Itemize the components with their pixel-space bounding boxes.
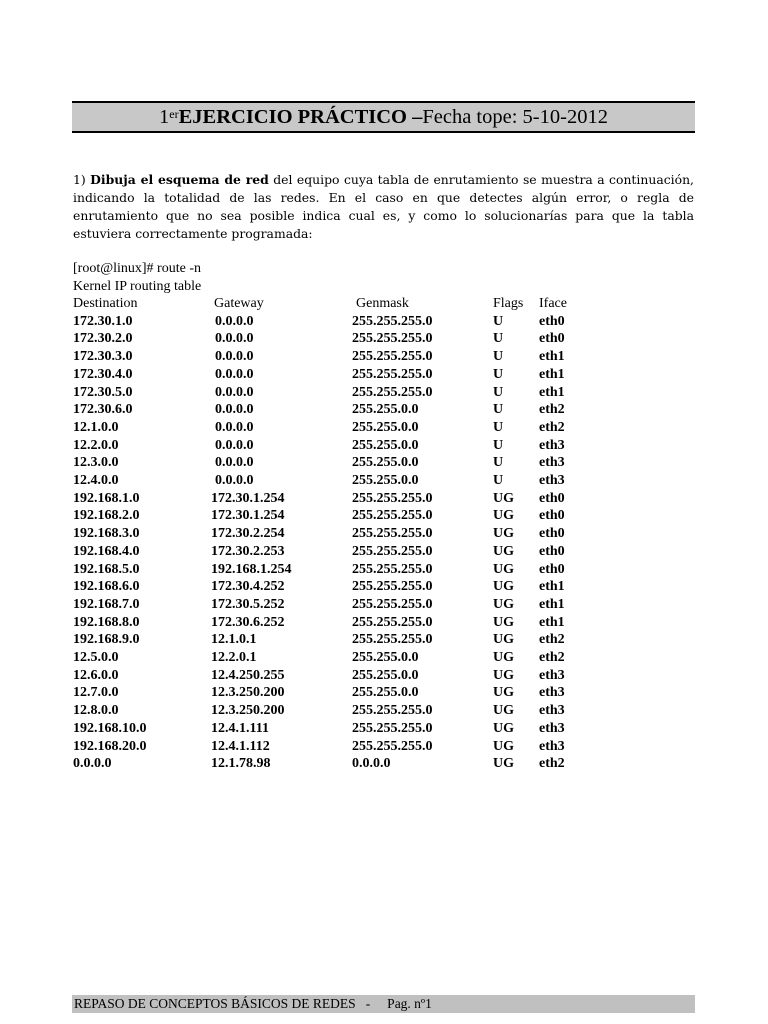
cell-flags: UG	[493, 720, 514, 736]
table-row	[73, 561, 589, 579]
table-row	[73, 472, 589, 490]
cell-gateway: 172.30.2.253	[211, 543, 285, 559]
cell-destination: 12.8.0.0	[73, 703, 119, 719]
cell-gateway: 0.0.0.0	[215, 419, 254, 435]
table-row	[73, 578, 589, 596]
cell-genmask: 255.255.255.0	[352, 349, 433, 365]
cell-iface: eth0	[539, 526, 565, 542]
cell-genmask: 255.255.0.0	[352, 419, 419, 435]
cell-gateway: 0.0.0.0	[215, 437, 254, 453]
cell-iface: eth3	[539, 738, 565, 754]
table-row	[73, 667, 589, 685]
cell-destination: 12.2.0.0	[73, 437, 119, 453]
cell-gateway: 0.0.0.0	[215, 473, 254, 489]
cell-genmask: 255.255.0.0	[352, 402, 419, 418]
cell-destination: 192.168.20.0	[73, 738, 147, 754]
terminal-command: [root@linux]# route -n	[73, 261, 201, 276]
table-row	[73, 454, 589, 472]
table-row	[73, 702, 589, 720]
cell-flags: UG	[493, 490, 514, 506]
cell-flags: UG	[493, 738, 514, 754]
cell-destination: 12.3.0.0	[73, 455, 119, 471]
cell-gateway: 12.2.0.1	[211, 650, 257, 666]
cell-destination: 12.1.0.0	[73, 419, 119, 435]
cell-genmask: 255.255.0.0	[352, 437, 419, 453]
cell-destination: 192.168.3.0	[73, 526, 140, 542]
cell-gateway: 172.30.4.252	[211, 579, 285, 595]
cell-genmask: 255.255.255.0	[352, 738, 433, 754]
table-row	[73, 684, 589, 702]
cell-flags: UG	[493, 561, 514, 577]
cell-iface: eth3	[539, 455, 565, 471]
cell-iface: eth2	[539, 650, 565, 666]
cell-genmask: 255.255.255.0	[352, 579, 433, 595]
table-row	[73, 490, 589, 508]
cell-genmask: 255.255.255.0	[352, 508, 433, 524]
cell-genmask: 255.255.255.0	[352, 526, 433, 542]
page-title	[72, 101, 695, 133]
cell-genmask: 255.255.0.0	[352, 667, 419, 683]
cell-gateway: 12.3.250.200	[211, 703, 285, 719]
table-row	[73, 384, 589, 402]
cell-genmask: 255.255.255.0	[352, 384, 433, 400]
cell-iface: eth0	[539, 331, 565, 347]
cell-iface: eth0	[539, 561, 565, 577]
cell-genmask: 255.255.255.0	[352, 561, 433, 577]
cell-iface: eth0	[539, 508, 565, 524]
cell-iface: eth2	[539, 419, 565, 435]
cell-destination: 192.168.8.0	[73, 614, 140, 630]
table-row	[73, 330, 589, 348]
table-row	[73, 720, 589, 738]
cell-gateway: 0.0.0.0	[215, 455, 254, 471]
cell-gateway: 0.0.0.0	[215, 331, 254, 347]
table-row	[73, 631, 589, 649]
cell-iface: eth2	[539, 756, 565, 772]
cell-gateway: 192.168.1.254	[211, 561, 292, 577]
cell-gateway: 0.0.0.0	[215, 349, 254, 365]
table-row	[73, 507, 589, 525]
cell-iface: eth2	[539, 632, 565, 648]
table-row	[73, 614, 589, 632]
cell-destination: 12.5.0.0	[73, 650, 119, 666]
cell-genmask: 255.255.255.0	[352, 313, 433, 329]
cell-flags: U	[493, 455, 504, 471]
cell-genmask: 255.255.255.0	[352, 703, 433, 719]
cell-destination: 192.168.10.0	[73, 720, 147, 736]
cell-flags: UG	[493, 508, 514, 524]
cell-flags: UG	[493, 703, 514, 719]
header-iface: Iface	[539, 296, 567, 311]
cell-gateway: 172.30.5.252	[211, 596, 285, 612]
title-number: 1	[159, 105, 170, 128]
cell-iface: eth3	[539, 685, 565, 701]
table-row	[73, 755, 589, 773]
cell-flags: U	[493, 366, 504, 382]
table-row	[73, 596, 589, 614]
title-superscript: er	[169, 106, 179, 121]
cell-flags: UG	[493, 614, 514, 630]
cell-genmask: 255.255.0.0	[352, 685, 419, 701]
cell-flags: U	[493, 384, 504, 400]
cell-genmask: 255.255.255.0	[352, 366, 433, 382]
title-date: Fecha tope: 5-10-2012	[422, 105, 608, 128]
cell-gateway: 172.30.2.254	[211, 526, 285, 542]
title-main: EJERCICIO PRÁCTICO –	[178, 105, 423, 128]
table-row	[73, 419, 589, 437]
routing-table	[73, 295, 589, 773]
cell-gateway: 0.0.0.0	[215, 384, 254, 400]
cell-destination: 192.168.6.0	[73, 579, 140, 595]
cell-flags: U	[493, 349, 504, 365]
cell-gateway: 12.4.1.112	[211, 738, 270, 754]
cell-destination: 192.168.5.0	[73, 561, 140, 577]
cell-iface: eth0	[539, 313, 565, 329]
cell-iface: eth2	[539, 402, 565, 418]
cell-flags: U	[493, 331, 504, 347]
table-row	[73, 366, 589, 384]
cell-genmask: 255.255.255.0	[352, 632, 433, 648]
table-row	[73, 649, 589, 667]
header-destination: Destination	[73, 296, 138, 311]
exercise-question	[73, 171, 694, 243]
cell-genmask: 255.255.0.0	[352, 473, 419, 489]
cell-destination: 12.6.0.0	[73, 667, 119, 683]
cell-genmask: 255.255.255.0	[352, 543, 433, 559]
cell-iface: eth0	[539, 543, 565, 559]
cell-destination: 192.168.4.0	[73, 543, 140, 559]
cell-iface: eth3	[539, 720, 565, 736]
cell-genmask: 255.255.255.0	[352, 331, 433, 347]
cell-genmask: 255.255.255.0	[352, 720, 433, 736]
cell-destination: 192.168.9.0	[73, 632, 140, 648]
cell-iface: eth3	[539, 703, 565, 719]
cell-destination: 0.0.0.0	[73, 756, 112, 772]
cell-gateway: 0.0.0.0	[215, 366, 254, 382]
cell-flags: UG	[493, 596, 514, 612]
question-text: del equipo cuya tabla de enrutamiento se muestra a continuación, indicando la totalidad de las redes. En el caso en que detectes algún error, o regla de enrutamiento que no sea posible indica cual es, y como lo solucionarías para que la tabla estuviera correctamente programada:	[73, 172, 694, 241]
cell-gateway: 172.30.1.254	[211, 490, 285, 506]
cell-iface: eth1	[539, 579, 565, 595]
cell-flags: UG	[493, 667, 514, 683]
cell-flags: U	[493, 313, 504, 329]
cell-gateway: 0.0.0.0	[215, 402, 254, 418]
header-gateway: Gateway	[214, 296, 264, 311]
cell-flags: UG	[493, 543, 514, 559]
cell-flags: U	[493, 402, 504, 418]
routing-table-header	[73, 295, 589, 313]
cell-destination: 172.30.2.0	[73, 331, 133, 347]
terminal-output	[73, 260, 201, 296]
page-footer: REPASO DE CONCEPTOS BÁSICOS DE REDES - Pag. nº1	[72, 995, 695, 1013]
table-row	[73, 437, 589, 455]
cell-iface: eth3	[539, 437, 565, 453]
cell-destination: 172.30.6.0	[73, 402, 133, 418]
cell-genmask: 255.255.0.0	[352, 455, 419, 471]
table-row	[73, 348, 589, 366]
cell-gateway: 12.1.0.1	[211, 632, 257, 648]
cell-gateway: 12.3.250.200	[211, 685, 285, 701]
table-row	[73, 313, 589, 331]
cell-destination: 172.30.5.0	[73, 384, 133, 400]
cell-genmask: 255.255.255.0	[352, 490, 433, 506]
question-number: 1)	[73, 172, 91, 187]
cell-flags: UG	[493, 756, 514, 772]
cell-flags: U	[493, 437, 504, 453]
cell-gateway: 12.4.250.255	[211, 667, 285, 683]
cell-iface: eth0	[539, 490, 565, 506]
table-row	[73, 738, 589, 756]
cell-gateway: 12.4.1.111	[211, 720, 269, 736]
cell-iface: eth1	[539, 366, 565, 382]
table-row	[73, 401, 589, 419]
cell-gateway: 172.30.6.252	[211, 614, 285, 630]
cell-gateway: 12.1.78.98	[211, 756, 271, 772]
table-row	[73, 525, 589, 543]
cell-flags: UG	[493, 632, 514, 648]
cell-flags: UG	[493, 685, 514, 701]
cell-flags: UG	[493, 650, 514, 666]
header-genmask: Genmask	[356, 296, 409, 311]
cell-flags: UG	[493, 526, 514, 542]
cell-destination: 192.168.1.0	[73, 490, 140, 506]
cell-iface: eth1	[539, 614, 565, 630]
cell-destination: 192.168.7.0	[73, 596, 140, 612]
header-flags: Flags	[493, 296, 524, 311]
table-row	[73, 543, 589, 561]
cell-genmask: 255.255.255.0	[352, 596, 433, 612]
cell-gateway: 172.30.1.254	[211, 508, 285, 524]
cell-iface: eth1	[539, 349, 565, 365]
cell-genmask: 255.255.255.0	[352, 614, 433, 630]
question-bold-text: Dibuja el esquema de red	[90, 172, 269, 187]
routing-table-title: Kernel IP routing table	[73, 278, 202, 294]
cell-flags: U	[493, 473, 504, 489]
cell-iface: eth3	[539, 667, 565, 683]
cell-flags: U	[493, 419, 504, 435]
cell-iface: eth1	[539, 384, 565, 400]
cell-iface: eth3	[539, 473, 565, 489]
cell-destination: 172.30.1.0	[73, 313, 133, 329]
cell-destination: 172.30.3.0	[73, 349, 133, 365]
cell-destination: 12.7.0.0	[73, 685, 119, 701]
cell-flags: UG	[493, 579, 514, 595]
cell-destination: 172.30.4.0	[73, 366, 133, 382]
cell-destination: 192.168.2.0	[73, 508, 140, 524]
cell-genmask: 255.255.0.0	[352, 650, 419, 666]
cell-gateway: 0.0.0.0	[215, 313, 254, 329]
cell-genmask: 0.0.0.0	[352, 756, 391, 772]
cell-iface: eth1	[539, 596, 565, 612]
cell-destination: 12.4.0.0	[73, 473, 119, 489]
